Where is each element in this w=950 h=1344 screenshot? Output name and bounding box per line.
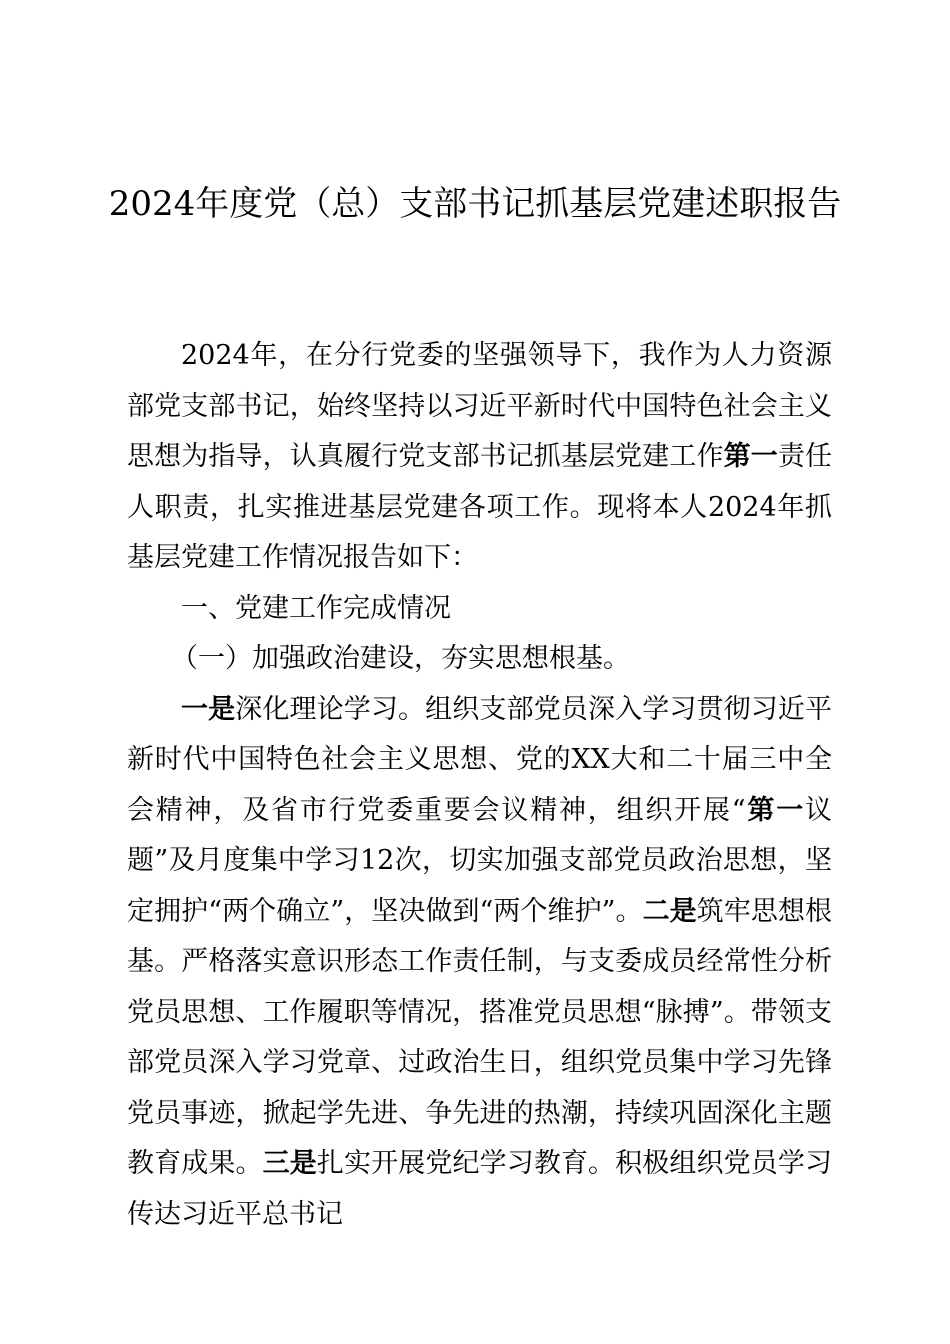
intro-bold-first: 第一 <box>723 441 778 472</box>
para-text-1: 深化理论学习。组织支部党员深入学习贯彻习近平新时代中国特色社会主义思想、党的XX大和二十届三中全会精神，及省市行党委重要会议精神，组织开展“ <box>127 693 833 826</box>
intro-text-2: 责任人职责，扎实推进基层党建各项工作。现将本人2024年抓基层党建工作情况报告如下： <box>127 441 833 573</box>
lead-one: 一是 <box>181 693 236 725</box>
document-body <box>127 331 832 1240</box>
para-text-4: 扎实开展党纪学习教育。积极组织党员学习传达习近平总书记 <box>127 1148 833 1230</box>
content-paragraph <box>127 685 832 1241</box>
subsection-heading: （一）加强政治建设，夯实思想根基。 <box>171 643 630 674</box>
intro-text-1: 2024年，在分行党委的坚强领导下，我作为人力资源部党支部书记，始终坚持以习近平新时代中国特色社会主义思想为指导，认真履行党支部书记抓基层党建工作 <box>127 340 832 472</box>
lead-three: 三是 <box>262 1148 317 1179</box>
section-heading: 一、党建工作完成情况 <box>181 592 451 624</box>
document-title: 2024年度党（总）支部书记抓基层党建述职报告 <box>108 184 842 224</box>
para-text-3: 筑牢思想根基。严格落实意识形态工作责任制，与支委成员经常性分析党员思想、工作履职等情况，搭准党员思想“脉搏”。带领支部党员深入学习党章、过政治生日，组织党员集中学习先锋党员事迹，掀起学先进、争先进的热潮，持续巩固深化主题教育成果。 <box>127 895 833 1179</box>
bold-first-topic: 第一 <box>745 794 805 826</box>
para-text-2: 议题”及月度集中学习12次，切实加强支部党员政治思想，坚定拥护“两个确立”，坚决做到“两个维护”。 <box>127 794 832 927</box>
intro-paragraph <box>127 331 832 584</box>
lead-two: 二是 <box>642 895 697 927</box>
